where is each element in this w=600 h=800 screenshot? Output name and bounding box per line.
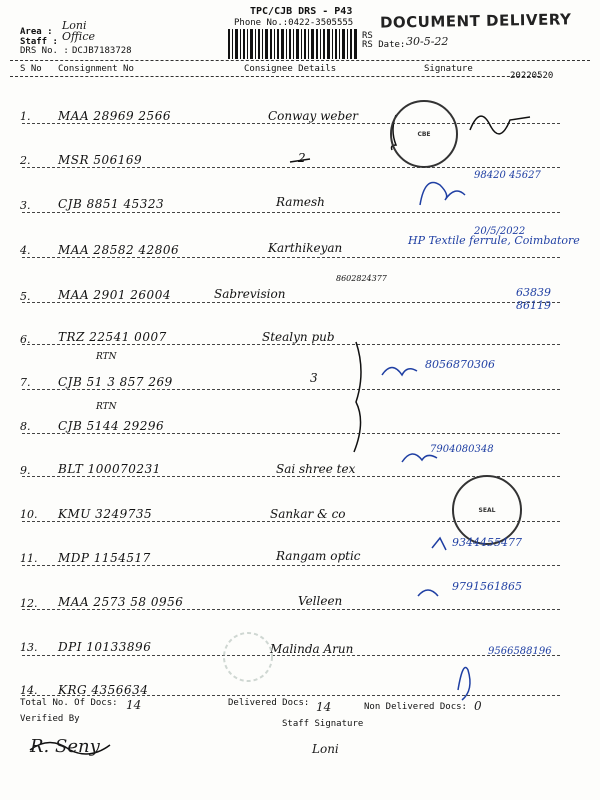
sheet-title: TPC/CJB DRS - P43 [250,6,353,17]
row-9-consignment: BLT 100070231 [58,462,161,476]
non-delivered-docs-label: Non Delivered Docs: [364,702,467,712]
row-1-consignment: MAA 28969 2566 [58,109,171,123]
area-value: Loni [62,19,87,32]
row-14-consignment: KRG 4356634 [58,683,149,697]
row-6-consignment: TRZ 22541 0007 [58,330,167,344]
row-3-consignment: CJB 8851 45323 [58,197,165,211]
row-12-consignment: MAA 2573 58 0956 [58,595,184,609]
row-8-consignment: CJB 5144 29296 [58,419,165,433]
col-sno: S No [20,64,42,74]
row-14-sno: 14. [20,684,38,697]
total-docs-label: Total No. Of Docs: [20,698,118,708]
rs-date-label: RS Date: [362,40,406,50]
row-5-details: Sabrevision [214,287,286,301]
row-13-sno: 13. [20,641,38,654]
col-signature: Signature [424,64,473,74]
row-12-details: Velleen [298,594,343,608]
total-docs-value: 14 [126,698,142,712]
row-12-sno: 12. [20,597,38,610]
verified-by-label: Verified By [20,714,80,724]
row-10-sno: 10. [20,508,38,521]
row-11-consignment: MDP 1154517 [58,551,151,565]
verified-signature: R. Seny [30,736,100,757]
col-consignment: Consignment No [58,64,134,74]
row-10-details: Sankar & co [270,507,346,521]
row-7-consignment: CJB 51 3 857 269 [58,375,173,389]
staff-signature-value: Loni [312,742,339,756]
row-2-consignment: MSR 506169 [58,153,143,167]
row-7-sno: 7. [20,376,31,389]
row-5-consignment: MAA 2901 26004 [58,288,171,302]
row-9-sno: 9. [20,464,31,477]
row-5-side-number: 8602824377 [336,274,387,283]
row-14-phone-note: 9566588196 [488,646,552,657]
rs-date-value: 30-5-22 [406,35,449,48]
row-11-details: Rangam optic [276,549,361,563]
row-5-phone-note: 63839 86119 [516,286,551,312]
row-11-phone-note: 9344455477 [452,536,522,549]
row-9-details: Sai shree tex [276,462,356,476]
row-7-details: 3 [310,371,318,385]
seal-round-stamp: SEAL [452,475,522,545]
row-8-sno: 8. [20,420,31,433]
row-10-consignment: KMU 3249735 [58,507,153,521]
staff-value: Office [62,30,95,43]
staff-signature-label: Staff Signature [282,719,364,729]
drs-no-value: DCJB7183728 [72,46,132,56]
row-4-textile-note: HP Textile ferrule, Coimbatore [408,234,580,247]
row-8-rtn-note: RTN [96,402,117,412]
row-12-phone-note: 9791561865 [452,580,522,593]
rs-no-label: RS [362,31,373,41]
staff-label: Staff : [20,37,58,47]
delivered-docs-label: Delivered Docs: [228,698,310,708]
row-3-details: Ramesh [276,195,325,209]
phone-number: Phone No.:0422-3505555 [234,18,354,28]
row-3-sno: 3. [20,199,31,212]
row-5-sno: 5. [20,290,31,303]
row-11-sno: 11. [20,552,38,565]
row-3-phone-note: 98420 45627 [474,170,541,181]
document-delivery-stamp: DOCUMENT DELIVERY [379,10,572,32]
row-2-details: 2 [298,151,306,165]
row-4-date-note: 20/5/2022 [474,226,526,237]
row-13-consignment: DPI 10133896 [58,640,152,654]
row-13-details: Malinda Arun [270,642,354,656]
row-4-sno: 4. [20,244,31,257]
date-code: 20220520 [510,71,554,81]
row-1-sno: 1. [20,110,31,123]
row-6-details: Stealyn pub [262,330,335,344]
col-details: Consignee Details [244,64,337,74]
row-7-rtn-note: RTN [96,352,117,362]
row-4-consignment: MAA 28582 42806 [58,243,180,257]
drs-no-label: DRS No. : [20,46,69,56]
row-1-details: Conway weber [268,109,359,123]
row-2-sno: 2. [20,154,31,167]
row-4-details: Karthikeyan [268,241,343,255]
row-7-phone-note: 8056870306 [425,358,495,371]
row-9-phone-note: 7904080348 [430,444,494,455]
delivered-docs-value: 14 [316,700,332,714]
area-label: Area : [20,27,53,37]
company-round-stamp: CBE [390,100,458,168]
row-6-sno: 6. [20,333,31,346]
non-delivered-docs-value: 0 [474,699,482,713]
